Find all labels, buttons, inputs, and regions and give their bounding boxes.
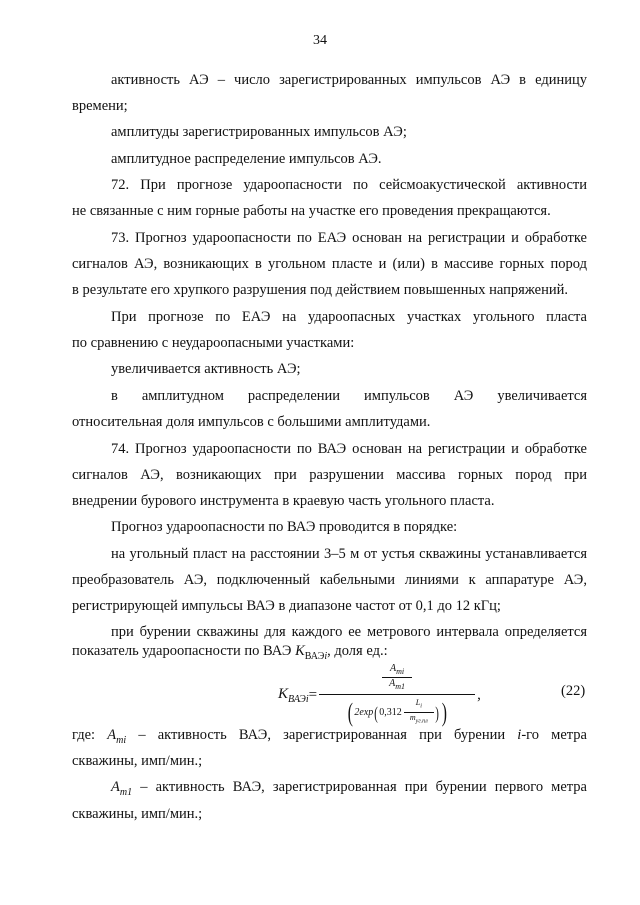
paragraph-line: внедрении бурового инструмента в краевую часть угольного пласта. — [72, 493, 495, 509]
paragraph-line: преобразователь АЭ, подключенный кабельными линиями к аппаратуре АЭ, — [72, 572, 587, 588]
paragraph-line: 74. Прогноз удароопасности по ВАЭ основан на регистрации и обработке — [111, 441, 587, 457]
paragraph-line: 73. Прогноз удароопасности по ЕАЭ основан на регистрации и обработке — [111, 230, 587, 246]
paragraph-line: на угольный пласт на расстоянии 3–5 м от устья скважины устанавливается — [111, 546, 587, 562]
definition-a-mi-cont: скважины, имп/мин.; — [72, 753, 203, 769]
definition-a-mi: где: $A_{mi}$ – активность ВАЭ, зарегистрированная при бурении i-го метра — [72, 727, 587, 746]
paragraph-line: сигналов АЭ, возникающих при разрушении массива горных пород при — [72, 467, 587, 483]
formula-numerator: $A_{mi}$ $A_{m1}$ — [382, 663, 412, 692]
paragraph-line: сигналов АЭ, возникающих в угольном пласте и (или) в массиве горных пород — [72, 256, 587, 272]
formula-fraction — [319, 663, 475, 726]
page-number: 34 — [313, 33, 327, 48]
paragraph-line: 72. При прогнозе удароопасности по сейсмоакустической активности — [111, 177, 587, 193]
formula-lhs: $К_{ВАЭi}$ — [278, 685, 309, 705]
equation-number: (22) — [561, 683, 586, 699]
definition-a-m1-cont: скважины, имп/мин.; — [72, 806, 203, 822]
line-text: показатель удароопасности по ВАЭ — [72, 643, 296, 659]
symbol-k-subscript: ВАЭi — [304, 650, 328, 662]
paragraph-line-23 — [72, 642, 388, 666]
formula-22: $К_{ВАЭi}$ = $A_{mi}$ $A_{m1}$ ( 2exp ( 0,312 $\frac{L_i}{m_{уг.пл}}$ ) ) , — [278, 663, 481, 727]
paragraph-line: при бурении скважины для каждого ее метрового интервала определяется — [111, 624, 587, 640]
paragraph-line: амплитудное распределение импульсов АЭ. — [111, 151, 382, 167]
formula-inner-fraction: $\frac{L_i}{m_{уг.пл}}$ — [404, 698, 434, 726]
paragraph-line: по сравнению с неудароопасными участками: — [72, 335, 355, 351]
formula-denominator: ( 2exp ( 0,312 $\frac{L_i}{m_{уг.пл}}$ ) ) — [347, 697, 447, 727]
paragraph-line: активность АЭ – число зарегистрированных импульсов АЭ в единицу — [111, 72, 587, 88]
paragraph-line: Прогноз удароопасности по ВАЭ проводится в порядке: — [111, 519, 458, 535]
line-text-suffix: , доля ед.: — [327, 643, 388, 659]
paragraph-line: амплитуды зарегистрированных импульсов АЭ; — [111, 124, 407, 140]
paragraph-line: относительная доля импульсов с большими амплитудами. — [72, 414, 431, 430]
paragraph-line: При прогнозе по ЕАЭ на удароопасных участках угольного пласта — [111, 309, 587, 325]
paragraph-line: времени; — [72, 98, 128, 114]
definition-a-m1: $A_{m1}$ – активность ВАЭ, зарегистрированная при бурении первого метра — [111, 779, 587, 798]
formula-equals: = — [308, 686, 318, 703]
paragraph-line: в результате его хрупкого разрушения под действием повышенных напряжений. — [72, 282, 568, 298]
paragraph-line: в амплитудном распределении импульсов АЭ увеличивается — [111, 388, 587, 404]
symbol-k: К — [295, 643, 305, 659]
paragraph-line: увеличивается активность АЭ; — [111, 361, 301, 377]
paragraph-line: не связанные с ним горные работы на участке его проведения прекращаются. — [72, 203, 551, 219]
paragraph-line: регистрирующей импульсы ВАЭ в диапазоне частот от 0,1 до 12 кГц; — [72, 598, 501, 614]
